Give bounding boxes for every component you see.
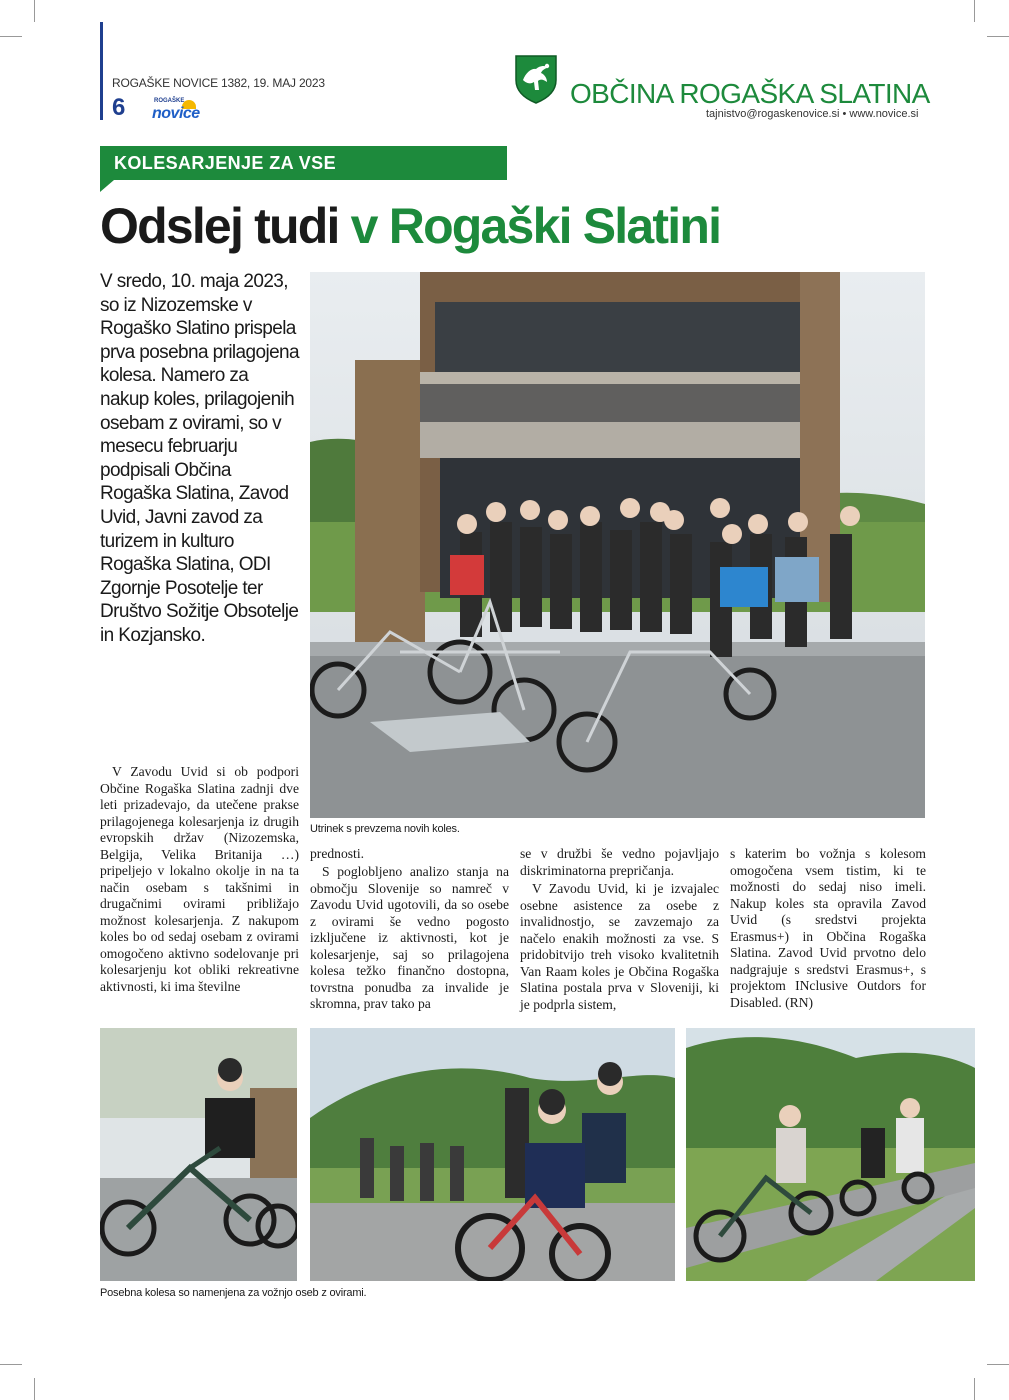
crop-mark <box>0 1364 22 1365</box>
logo-small-text: ROGAŠKE <box>154 98 185 104</box>
headline-part-dark: Odslej tudi <box>100 198 339 254</box>
section-kicker <box>100 146 507 180</box>
body-column-2-start: prednosti. <box>310 846 364 861</box>
novice-logo <box>152 100 216 124</box>
body-column-2: S poglobljeno analizo stanja na območju Slovenije so namreč v Zavodu Uvid ugotovili, da so osebe z ovirami še vedno pogosto izključene iz aktivnosti, kot je kolesarjenje, saj so prilagojena kolesa težko finančno dostopna, tovrstna ponudba za invalide je skromna, prav tako pa <box>310 864 509 1011</box>
crop-mark <box>987 1364 1009 1365</box>
lead-paragraph: V sredo, 10. maja 2023, so iz Nizozemske v Rogaško Slatino prispela prva posebna prilagojena kolesa. Namero za nakup koles, prilagojenih osebam z ovirami, so v mesecu februarju podpisali Občina Rogaška Slatina, Zavod Uvid, Javni zavod za turizem in kulturo Rogaška Slatina, ODI Zgornje Posotelje ter Društvo Sožitje Obsotelje in Kozjansko. <box>100 271 299 646</box>
body-column-3-start: se v družbi še vedno pojavljajo diskriminatorna prepričanja. <box>520 846 719 878</box>
crop-mark <box>34 0 35 22</box>
crop-mark <box>34 1378 35 1400</box>
body-column-1: V Zavodu Uvid si ob podpori Občine Rogaška Slatina zadnji dve leti prizadevajo, da utečene prakse prilagojenega kolesarjenja iz drugih evropskih držav (Nizozemska, Belgija, Velika Britanija …) pripeljejo v lokalno okolje in na ta način osebam s takšnimi in drugačnimi ovirami približajo možnost kolesarjenja. Z nakupom koles bo od sedaj osebam z ovirami omogočeno aktivno sodelovanje pri kolesarjenju kot obliki rekreativne aktivnosti, ki ima številne <box>100 764 299 994</box>
logo-main-text: novice <box>152 105 200 122</box>
crop-mark <box>0 36 22 37</box>
crop-mark <box>987 36 1009 37</box>
coat-of-arms-icon <box>514 54 558 104</box>
main-photo <box>310 272 925 818</box>
main-photo-caption: Utrinek s prevzema novih koles. <box>310 823 460 835</box>
issue-info: ROGAŠKE NOVICE 1382, 19. MAJ 2023 <box>112 76 325 90</box>
page-number: 6 <box>112 94 126 121</box>
article-headline <box>100 196 720 256</box>
body-column-4: s katerim bo vožnja s kolesom omogočena vsem tistim, ki te možnosti do sedaj niso imeli. Nakup koles sta opravila Zavod Uvid (s sredstvi projekta Erasmus+) in Občina Rogaška Slatina. Zavod Uvid prvotno delo nadgrajuje s sredstvi Erasmus+, s projektom INclusive Outdors for Disabled. (RN) <box>730 846 926 1010</box>
headline-part-green: v Rogaški Slatini <box>350 198 721 254</box>
kicker-tail <box>100 180 114 192</box>
kicker-label: KOLESARJENJE ZA VSE <box>114 153 336 173</box>
masthead-title: OBČINA ROGAŠKA SLATINA <box>570 78 930 109</box>
header-rule <box>100 22 103 120</box>
contact-info: tajnistvo@rogaskenovice.si • www.novice.si <box>706 108 919 120</box>
photo-group-riders <box>310 1028 675 1281</box>
body-column-3: V Zavodu Uvid, ki je izvajalec osebne asistence za osebe z invalidnostjo, se zavzemajo za načelo enakih možnosti za vse. S pridobitvijo treh visoko kvalitetnih Van Raam koles je Občina Rogaška Slatina postala prva v Sloveniji, ki je podprla sistem, <box>520 881 719 1012</box>
bottom-photos-caption: Posebna kolesa so namenjena za vožnjo oseb z ovirami. <box>100 1287 367 1299</box>
photo-bike-rider <box>100 1028 297 1281</box>
crop-mark <box>974 1378 975 1400</box>
crop-mark <box>974 0 975 22</box>
photo-cycle-path <box>686 1028 975 1281</box>
